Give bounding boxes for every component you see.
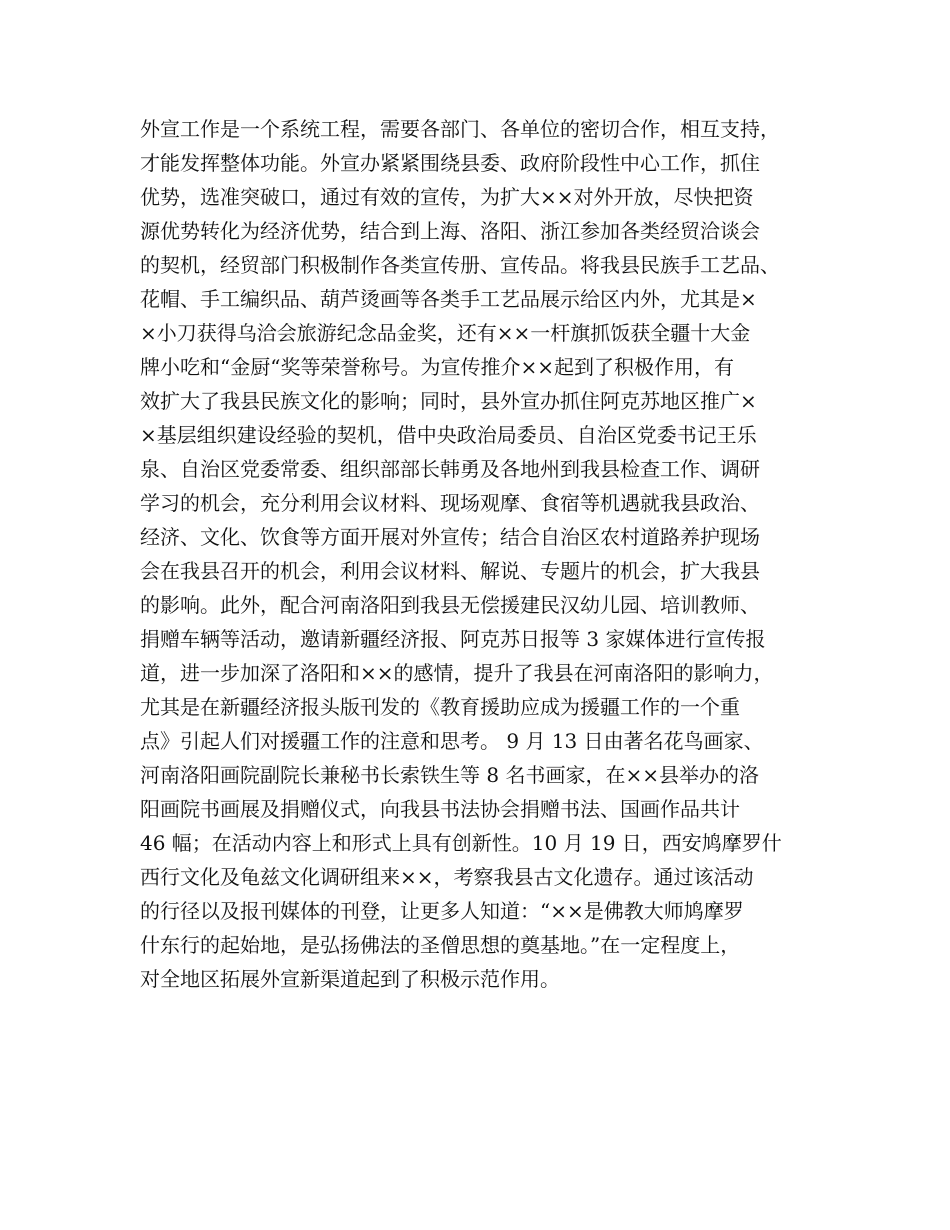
text-line: 点》引起人们对援疆工作的注意和思考。 9 月 13 日由著名花鸟画家、 <box>140 729 764 753</box>
text-line: ×基层组织建设经验的契机，借中央政治局委员、自治区党委书记王乐 <box>140 423 757 447</box>
text-line: 源优势转化为经济优势，结合到上海、洛阳、浙江参加各类经贸洽谈会 <box>140 219 760 243</box>
text-line: 尤其是在新疆经济报头版刊发的《教育援助应成为援疆工作的一个重 <box>140 695 740 719</box>
text-line: 的契机，经贸部门积极制作各类宣传册、宣传品。将我县民族手工艺品、 <box>140 253 780 277</box>
text-line: 西行文化及龟兹文化调研组来××，考察我县古文化遗存。通过该活动 <box>140 865 754 889</box>
text-line: 阳画院书画展及捐赠仪式，向我县书法协会捐赠书法、国画作品共计 <box>140 797 740 821</box>
text-line: 优势，选准突破口，通过有效的宣传，为扩大××对外开放，尽快把资 <box>140 185 754 209</box>
text-line: 的行径以及报刊媒体的刊登，让更多人知道：“××是佛教大师鸠摩罗 <box>140 899 744 923</box>
text-line: 的影响。此外，配合河南洛阳到我县无偿援建民汉幼儿园、培训教师、 <box>140 593 760 617</box>
body-paragraph <box>140 112 840 996</box>
text-line: 经济、文化、饮食等方面开展对外宣传；结合自治区农村道路养护现场 <box>140 525 760 549</box>
text-line: 泉、自治区党委常委、组织部部长韩勇及各地州到我县检查工作、调研 <box>140 457 760 481</box>
text-line: 才能发挥整体功能。外宣办紧紧围绕县委、政府阶段性中心工作，抓住 <box>140 151 760 175</box>
text-line: 什东行的起始地，是弘扬佛法的圣僧思想的奠基地。”在一定程度上， <box>140 933 741 957</box>
text-line: 牌小吃和“金厨“奖等荣誉称号。为宣传推介××起到了积极作用，有 <box>140 355 734 379</box>
text-line: 会在我县召开的机会，利用会议材料、解说、专题片的机会，扩大我县 <box>140 559 760 583</box>
text-line: 捐赠车辆等活动，邀请新疆经济报、阿克苏日报等 3 家媒体进行宣传报 <box>140 627 766 651</box>
text-line: 学习的机会，充分利用会议材料、现场观摩、食宿等机遇就我县政治、 <box>140 491 760 515</box>
text-line: 河南洛阳画院副院长兼秘书长索铁生等 8 名书画家，在××县举办的洛 <box>140 763 759 787</box>
text-line: 46 幅；在活动内容上和形式上具有创新性。10 月 19 日，西安鸠摩罗什 <box>140 831 782 855</box>
text-line: 效扩大了我县民族文化的影响；同时，县外宣办抓住阿克苏地区推广× <box>140 389 757 413</box>
text-line: 道，进一步加深了洛阳和××的感情，提升了我县在河南洛阳的影响力， <box>140 661 774 685</box>
text-line: 外宣工作是一个系统工程，需要各部门、各单位的密切合作，相互支持， <box>140 117 780 141</box>
text-line: 花帽、手工编织品、葫芦烫画等各类手工艺品展示给区内外，尤其是× <box>140 287 757 311</box>
text-line: 对全地区拓展外宣新渠道起到了积极示范作用。 <box>140 967 560 991</box>
text-line: ×小刀获得乌洽会旅游纪念品金奖，还有××一杆旗抓饭获全疆十大金 <box>140 321 751 345</box>
